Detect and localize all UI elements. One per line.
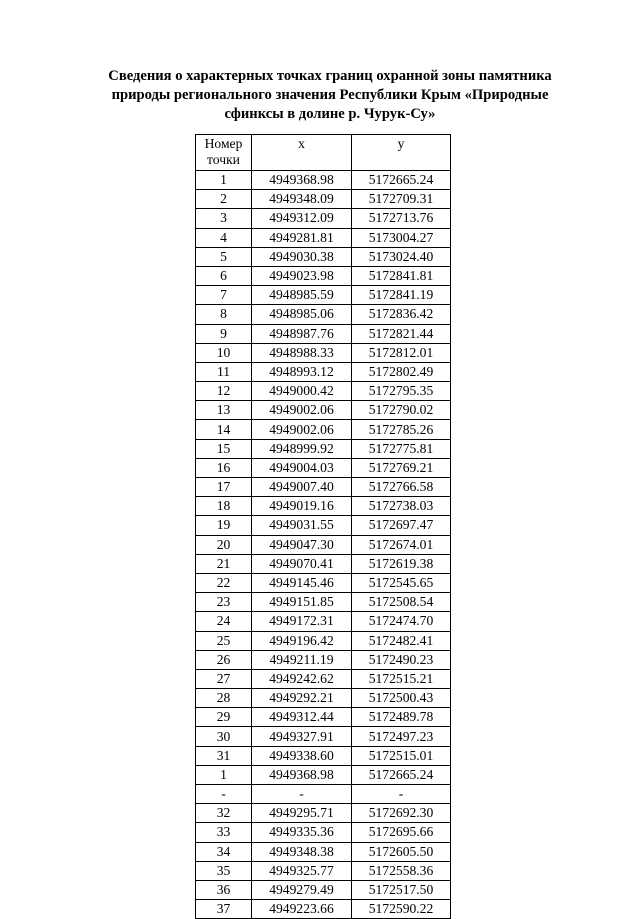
table-row (196, 842, 451, 861)
table-row (196, 439, 451, 458)
cell-x: 4949295.71 (252, 804, 352, 823)
header-x: x (252, 135, 352, 171)
cell-y: 5172785.26 (352, 420, 451, 439)
cell-y: 5172821.44 (352, 324, 451, 343)
cell-y: 5172515.01 (352, 746, 451, 765)
cell-point-number: 17 (196, 478, 252, 497)
cell-point-number: 6 (196, 266, 252, 285)
cell-y: 5172709.31 (352, 190, 451, 209)
cell-y: 5173024.40 (352, 247, 451, 266)
table-row (196, 535, 451, 554)
cell-y: 5172489.78 (352, 708, 451, 727)
cell-point-number: 8 (196, 305, 252, 324)
cell-x: - (252, 785, 352, 804)
cell-x: 4948985.06 (252, 305, 352, 324)
table-row (196, 305, 451, 324)
table-row (196, 900, 451, 919)
cell-point-number: 18 (196, 497, 252, 516)
cell-point-number: 14 (196, 420, 252, 439)
cell-x: 4949007.40 (252, 478, 352, 497)
cell-y: 5172812.01 (352, 343, 451, 362)
cell-y: 5172545.65 (352, 573, 451, 592)
cell-y: 5172490.23 (352, 650, 451, 669)
cell-y: 5172590.22 (352, 900, 451, 919)
cell-point-number: 32 (196, 804, 252, 823)
table-row (196, 612, 451, 631)
cell-point-number: 37 (196, 900, 252, 919)
cell-point-number: 1 (196, 765, 252, 784)
table-row (196, 286, 451, 305)
cell-y: 5172497.23 (352, 727, 451, 746)
table-row (196, 804, 451, 823)
table-row (196, 478, 451, 497)
table-row (196, 573, 451, 592)
cell-y: 5172558.36 (352, 861, 451, 880)
table-body (196, 171, 451, 919)
cell-x: 4949002.06 (252, 401, 352, 420)
cell-point-number: 15 (196, 439, 252, 458)
table-row (196, 324, 451, 343)
table-row (196, 171, 451, 190)
cell-point-number: 11 (196, 362, 252, 381)
cell-y: 5172674.01 (352, 535, 451, 554)
cell-x: 4949279.49 (252, 880, 352, 899)
cell-point-number: 13 (196, 401, 252, 420)
table-row (196, 362, 451, 381)
cell-point-number: 9 (196, 324, 252, 343)
table-row (196, 689, 451, 708)
cell-y: 5172695.66 (352, 823, 451, 842)
cell-x: 4949031.55 (252, 516, 352, 535)
cell-point-number: 22 (196, 573, 252, 592)
cell-point-number: 27 (196, 669, 252, 688)
cell-y: 5172713.76 (352, 209, 451, 228)
cell-y: 5172619.38 (352, 554, 451, 573)
cell-y: 5172802.49 (352, 362, 451, 381)
cell-point-number: 16 (196, 458, 252, 477)
cell-y: 5172692.30 (352, 804, 451, 823)
cell-point-number: 10 (196, 343, 252, 362)
cell-y: - (352, 785, 451, 804)
title-line: сфинксы в долине р. Чурук-Су» (224, 106, 436, 122)
cell-point-number: 3 (196, 209, 252, 228)
cell-x: 4949325.77 (252, 861, 352, 880)
table-row (196, 861, 451, 880)
cell-x: 4949030.38 (252, 247, 352, 266)
cell-point-number: 28 (196, 689, 252, 708)
cell-point-number: 26 (196, 650, 252, 669)
cell-point-number: 21 (196, 554, 252, 573)
cell-x: 4949000.42 (252, 382, 352, 401)
cell-x: 4948999.92 (252, 439, 352, 458)
cell-y: 5172766.58 (352, 478, 451, 497)
cell-x: 4949312.44 (252, 708, 352, 727)
table-row (196, 554, 451, 573)
cell-y: 5172665.24 (352, 171, 451, 190)
cell-point-number: 33 (196, 823, 252, 842)
cell-x: 4949292.21 (252, 689, 352, 708)
cell-x: 4949019.16 (252, 497, 352, 516)
cell-point-number: 4 (196, 228, 252, 247)
cell-y: 5172517.50 (352, 880, 451, 899)
table-row (196, 516, 451, 535)
cell-y: 5172697.47 (352, 516, 451, 535)
cell-x: 4949223.66 (252, 900, 352, 919)
header-point-number-line1: Номер (204, 136, 243, 151)
table-row (196, 823, 451, 842)
header-point-number-line2: точки (207, 152, 240, 167)
cell-y: 5172482.41 (352, 631, 451, 650)
cell-x: 4949145.46 (252, 573, 352, 592)
cell-point-number: 25 (196, 631, 252, 650)
table-row (196, 382, 451, 401)
cell-point-number: 19 (196, 516, 252, 535)
cell-x: 4949338.60 (252, 746, 352, 765)
cell-y: 5172515.21 (352, 669, 451, 688)
cell-point-number: - (196, 785, 252, 804)
coordinates-table (195, 134, 451, 919)
cell-point-number: 20 (196, 535, 252, 554)
cell-point-number: 29 (196, 708, 252, 727)
table-row (196, 458, 451, 477)
cell-x: 4949348.38 (252, 842, 352, 861)
table-row (196, 266, 451, 285)
cell-x: 4949023.98 (252, 266, 352, 285)
cell-y: 5172775.81 (352, 439, 451, 458)
table-row (196, 209, 451, 228)
cell-y: 5172738.03 (352, 497, 451, 516)
cell-point-number: 1 (196, 171, 252, 190)
table-row (196, 785, 451, 804)
cell-y: 5172836.42 (352, 305, 451, 324)
cell-x: 4949070.41 (252, 554, 352, 573)
cell-y: 5172769.21 (352, 458, 451, 477)
document-title (95, 67, 565, 124)
cell-y: 5172841.81 (352, 266, 451, 285)
cell-y: 5172795.35 (352, 382, 451, 401)
cell-y: 5172605.50 (352, 842, 451, 861)
cell-x: 4949348.09 (252, 190, 352, 209)
cell-x: 4949172.31 (252, 612, 352, 631)
cell-x: 4949368.98 (252, 171, 352, 190)
title-line: Сведения о характерных точках границ охранной зоны памятника (108, 68, 552, 84)
cell-x: 4948988.33 (252, 343, 352, 362)
cell-point-number: 23 (196, 593, 252, 612)
cell-x: 4949242.62 (252, 669, 352, 688)
cell-y: 5172508.54 (352, 593, 451, 612)
cell-y: 5172500.43 (352, 689, 451, 708)
cell-x: 4949151.85 (252, 593, 352, 612)
cell-point-number: 30 (196, 727, 252, 746)
cell-x: 4949335.36 (252, 823, 352, 842)
table-row (196, 880, 451, 899)
cell-x: 4949327.91 (252, 727, 352, 746)
cell-point-number: 12 (196, 382, 252, 401)
cell-x: 4949312.09 (252, 209, 352, 228)
table-row (196, 708, 451, 727)
cell-point-number: 34 (196, 842, 252, 861)
cell-x: 4949368.98 (252, 765, 352, 784)
cell-point-number: 31 (196, 746, 252, 765)
cell-point-number: 35 (196, 861, 252, 880)
table-row (196, 765, 451, 784)
cell-x: 4949196.42 (252, 631, 352, 650)
header-point-number (196, 135, 252, 171)
table-header (196, 135, 451, 171)
table-row (196, 593, 451, 612)
table-row (196, 746, 451, 765)
table-row (196, 497, 451, 516)
cell-y: 5172474.70 (352, 612, 451, 631)
cell-y: 5173004.27 (352, 228, 451, 247)
cell-x: 4948987.76 (252, 324, 352, 343)
table-row (196, 401, 451, 420)
table-row (196, 247, 451, 266)
table-row (196, 727, 451, 746)
table-row (196, 420, 451, 439)
header-y: y (352, 135, 451, 171)
cell-point-number: 24 (196, 612, 252, 631)
cell-x: 4949211.19 (252, 650, 352, 669)
cell-point-number: 5 (196, 247, 252, 266)
cell-y: 5172665.24 (352, 765, 451, 784)
cell-point-number: 2 (196, 190, 252, 209)
cell-y: 5172841.19 (352, 286, 451, 305)
title-line: природы регионального значения Республики Крым «Природные (111, 87, 549, 103)
table-row (196, 343, 451, 362)
cell-y: 5172790.02 (352, 401, 451, 420)
cell-x: 4948985.59 (252, 286, 352, 305)
cell-point-number: 7 (196, 286, 252, 305)
table-row (196, 669, 451, 688)
cell-point-number: 36 (196, 880, 252, 899)
header-row (196, 135, 451, 171)
cell-x: 4949002.06 (252, 420, 352, 439)
cell-x: 4948993.12 (252, 362, 352, 381)
table-row (196, 650, 451, 669)
table-row (196, 190, 451, 209)
cell-x: 4949047.30 (252, 535, 352, 554)
cell-x: 4949281.81 (252, 228, 352, 247)
cell-x: 4949004.03 (252, 458, 352, 477)
table-row (196, 228, 451, 247)
table-row (196, 631, 451, 650)
